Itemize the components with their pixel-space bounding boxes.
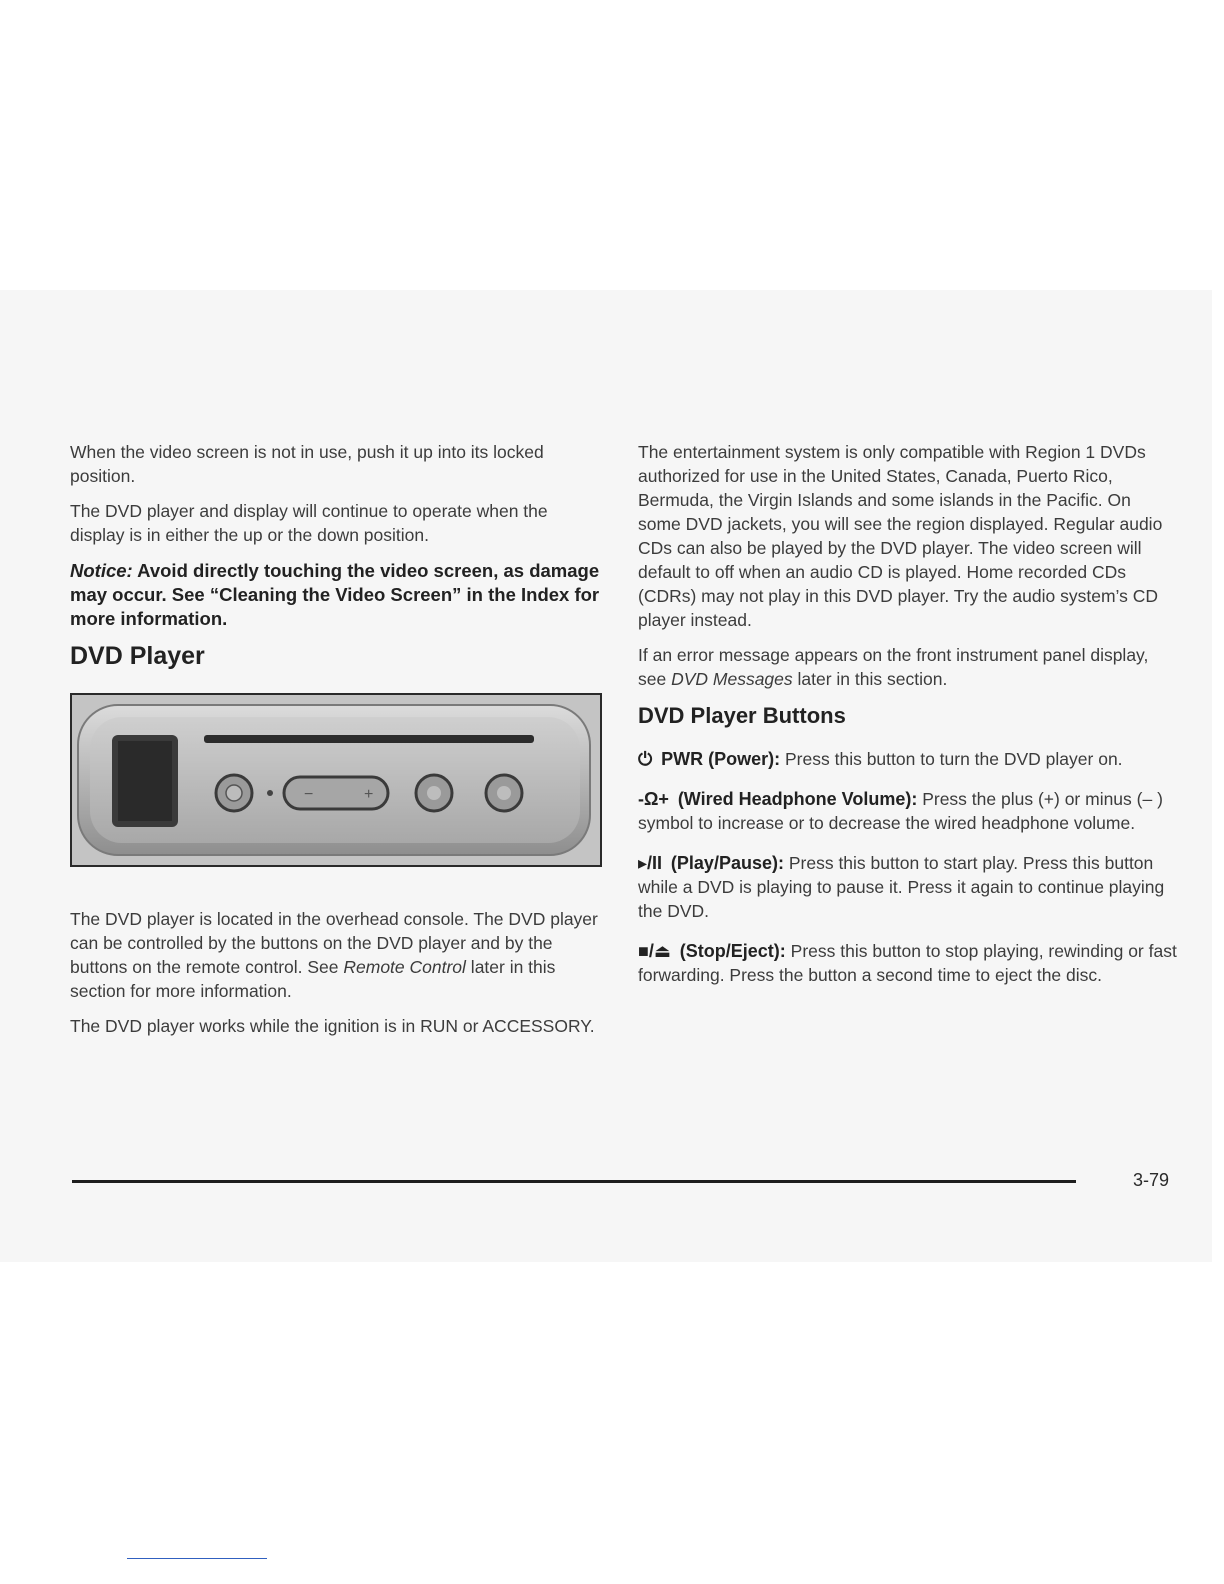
button-label-stop-eject: (Stop/Eject):	[679, 941, 786, 961]
section-heading-dvd-player: DVD Player	[70, 642, 205, 670]
bottom-divider	[127, 1558, 267, 1559]
button-text-headphone-volume: Press the plus (+) or minus (– ) symbol to increase or to decrease the wired headphone volume.	[638, 789, 1163, 833]
paragraph-dvd-location-text: The DVD player is located in the overhead console. The DVD player can be controlled by the buttons on the DVD player and by the buttons on the remote control. See	[70, 909, 598, 977]
right-column	[638, 440, 1178, 987]
headphone-volume-icon: -Ω+	[638, 789, 669, 809]
paragraph-dvd-location-tail: later in this section for more information.	[70, 957, 556, 1001]
section-heading-dvd-buttons: DVD Player Buttons	[638, 703, 846, 728]
notice-label: Notice:	[70, 560, 133, 581]
paragraph-error-message	[638, 643, 1178, 691]
manual-page	[0, 290, 1212, 1262]
dvd-player-illustration	[70, 693, 602, 867]
paragraph-dvd-location	[70, 907, 600, 1003]
footer-rule	[72, 1180, 1076, 1183]
button-desc-stop-eject	[638, 939, 1178, 987]
button-label-headphone-volume: (Wired Headphone Volume):	[677, 789, 918, 809]
button-desc-headphone-volume	[638, 787, 1178, 835]
button-text-power: Press this button to turn the DVD player on.	[785, 749, 1123, 769]
button-desc-play-pause	[638, 851, 1178, 923]
power-icon: ⏻	[638, 749, 653, 769]
paragraph-region-compatibility: The entertainment system is only compatible with Region 1 DVDs authorized for use in the United States, Canada, Puerto Rico, Bermuda, the Virgin Islands and some islands in the Pacific. On some DVD jackets, you will see the region displayed. Regular audio CDs can also be played by the DVD player. The video screen will default to off when an audio CD is played. Home recorded CDs (CDRs) may not play in this DVD player. Try the audio system’s CD player instead.	[638, 442, 1163, 630]
play-pause-icon: ▸/II	[638, 853, 663, 873]
svg-text:+: +	[364, 786, 374, 803]
paragraph-error-text: If an error message appears on the front instrument panel display, see	[638, 645, 1149, 689]
left-column	[70, 440, 600, 1038]
dvd-player-image	[72, 695, 600, 865]
notice-text: Avoid directly touching the video screen, as damage may occur. See “Cleaning the Video Screen” in the Index for more information.	[70, 560, 600, 629]
stop-eject-icon: ■/⏏	[638, 941, 671, 961]
dvd-messages-reference: DVD Messages	[671, 669, 793, 689]
button-label-power: PWR (Power):	[661, 749, 781, 769]
paragraph-ignition: The DVD player works while the ignition is in RUN or ACCESSORY.	[70, 1016, 595, 1036]
remote-control-reference: Remote Control	[343, 957, 466, 977]
notice-block	[70, 559, 600, 631]
button-label-play-pause: (Play/Pause):	[670, 853, 784, 873]
svg-text:−: −	[304, 786, 314, 803]
paragraph-screen-locked: When the video screen is not in use, push it up into its locked position.	[70, 442, 544, 486]
paragraph-error-tail: later in this section.	[792, 669, 948, 689]
page-number: 3-79	[1133, 1170, 1170, 1190]
button-text-play-pause: Press this button to start play. Press this button while a DVD is playing to pause it. Press it again to continue playing the DVD.	[638, 853, 1165, 921]
button-text-stop-eject: Press this button to stop playing, rewinding or fast forwarding. Press the button a second time to eject the disc.	[638, 941, 1177, 985]
paragraph-display-position: The DVD player and display will continue to operate when the display is in either the up or the down position.	[70, 501, 548, 545]
button-desc-power	[638, 747, 1178, 771]
